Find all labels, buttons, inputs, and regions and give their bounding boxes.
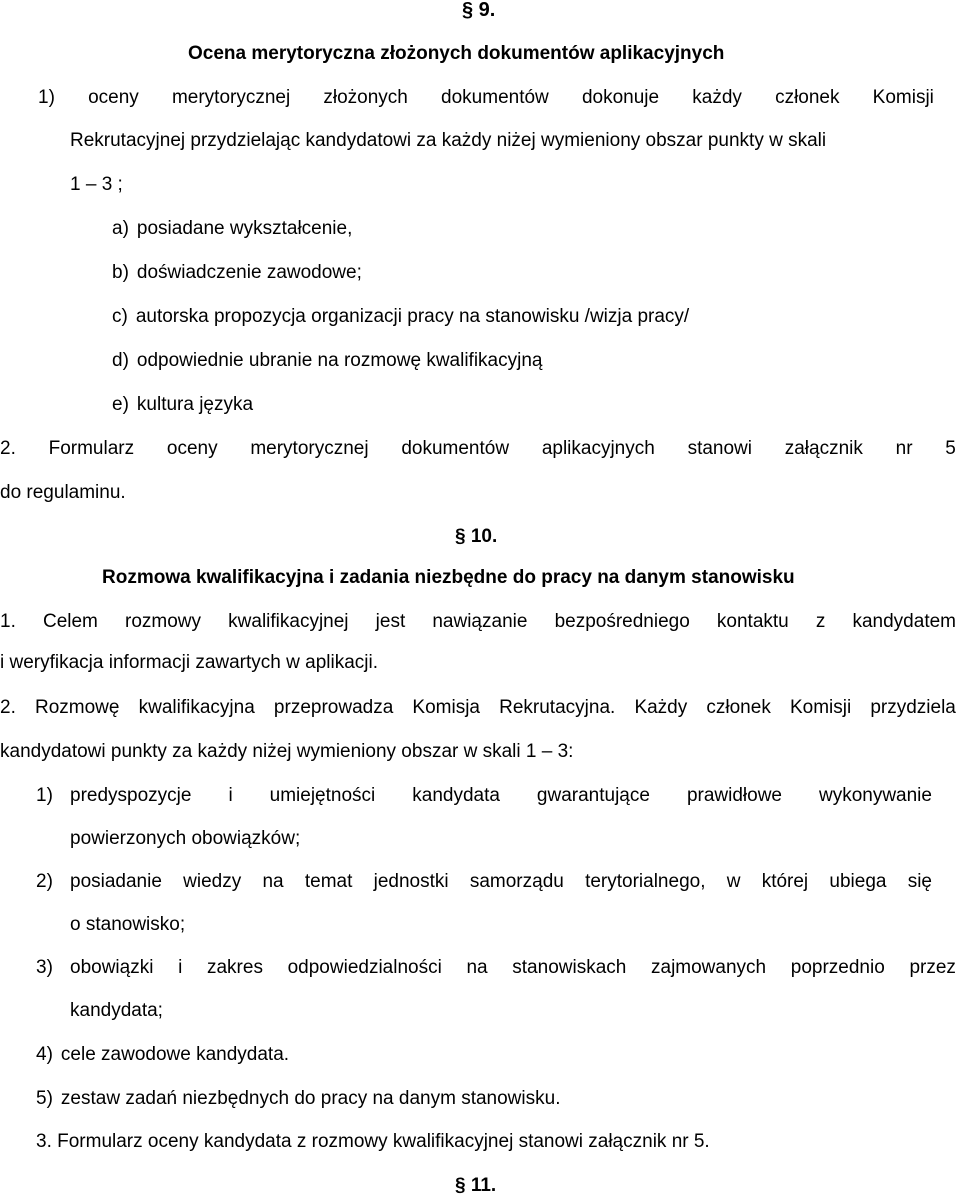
word: obowiązki xyxy=(70,957,154,978)
subitem-text: kultura języka xyxy=(136,394,254,415)
word: dokonuje xyxy=(581,87,660,108)
s10-list3-num: 3) xyxy=(36,957,53,978)
word: jest xyxy=(375,611,406,632)
word: członek xyxy=(775,87,840,108)
word: kwalifikacyjnej xyxy=(228,611,349,632)
word: się xyxy=(907,871,932,892)
s10-p2-line2: kandydatowi punkty za każdy niżej wymieniony obszar w skali 1 – 3: xyxy=(0,741,574,762)
s9-item1-line3: 1 – 3 ; xyxy=(70,174,123,195)
s9-subitem-c xyxy=(112,305,689,329)
subitem-text: autorska propozycja organizacji pracy na stanowisku /wizja pracy/ xyxy=(135,306,690,327)
s10-list2-line2: o stanowisko; xyxy=(70,914,186,935)
word: złożonych xyxy=(323,87,408,108)
list-text: cele zawodowe kandydata. xyxy=(60,1044,290,1065)
subitem-letter: d) xyxy=(112,350,129,371)
word: kwalifikacyjna xyxy=(138,697,255,718)
word: gwarantujące xyxy=(536,785,650,806)
s9-item1-num: 1) xyxy=(38,87,55,108)
word: każdy xyxy=(692,87,742,108)
s10-p3: 3. Formularz oceny kandydata z rozmowy kwalifikacyjnej stanowi załącznik nr 5. xyxy=(36,1131,710,1152)
list-num: 4) xyxy=(36,1044,53,1065)
word: Formularz xyxy=(48,438,135,459)
word: 2. xyxy=(0,438,16,459)
word: 1. xyxy=(0,611,16,632)
s10-list1-line2: powierzonych obowiązków; xyxy=(70,828,301,849)
s10-list3-line2: kandydata; xyxy=(70,1000,163,1021)
s10-list3-line1 xyxy=(70,956,956,980)
word: ubiega xyxy=(829,871,887,892)
s10-list2-num: 2) xyxy=(36,871,53,892)
word: zakres xyxy=(206,957,263,978)
word: poprzednio xyxy=(790,957,885,978)
s9-subitem-b xyxy=(112,261,362,285)
section-11-mark: § 11. xyxy=(455,1175,497,1196)
word: stanowiskach xyxy=(512,957,627,978)
word: Komisji xyxy=(789,697,852,718)
s10-list1-line1 xyxy=(70,784,932,808)
word: członek xyxy=(706,697,771,718)
word: kandydatem xyxy=(852,611,956,632)
word: dokumentów xyxy=(441,87,549,108)
word: Komisji xyxy=(872,87,934,108)
word: Rekrutacyjna. xyxy=(499,697,616,718)
word: dokumentów xyxy=(401,438,510,459)
list-num: 5) xyxy=(36,1088,53,1109)
s10-list2-line1 xyxy=(70,870,932,894)
word: wykonywanie xyxy=(818,785,932,806)
word: oceny xyxy=(88,87,139,108)
word: załącznik xyxy=(784,438,863,459)
word: kandydata xyxy=(412,785,500,806)
word: wiedzy xyxy=(183,871,242,892)
word: predyspozycje xyxy=(70,785,192,806)
word: na xyxy=(466,957,488,978)
word: jednostki xyxy=(373,871,449,892)
word: kontaktu xyxy=(716,611,789,632)
subitem-letter: b) xyxy=(112,262,129,283)
word: posiadanie xyxy=(70,871,162,892)
word: bezpośredniego xyxy=(554,611,690,632)
s10-list4 xyxy=(36,1043,289,1067)
s10-p1-line2: i weryfikacja informacji zawartych w aplikacji. xyxy=(0,652,378,673)
s9-subitem-e xyxy=(112,393,253,417)
word: aplikacyjnych xyxy=(541,438,655,459)
word: 5 xyxy=(945,438,956,459)
subitem-letter: e) xyxy=(112,394,129,415)
word: prawidłowe xyxy=(686,785,782,806)
subitem-letter: a) xyxy=(112,218,129,239)
subitem-letter: c) xyxy=(112,306,128,327)
s9-subitem-d xyxy=(112,349,542,373)
word: przez xyxy=(909,957,956,978)
word: zajmowanych xyxy=(651,957,767,978)
word: i xyxy=(228,785,233,806)
section-9-mark: § 9. xyxy=(462,0,496,21)
word: rozmowy xyxy=(125,611,202,632)
s9-item2-line1 xyxy=(0,437,956,461)
word: temat xyxy=(304,871,353,892)
word: nawiązanie xyxy=(432,611,528,632)
word: z xyxy=(815,611,826,632)
s10-list5 xyxy=(36,1087,560,1111)
word: na xyxy=(262,871,284,892)
s9-subitem-a xyxy=(112,217,352,241)
word: merytorycznej xyxy=(250,438,369,459)
section-10-mark: § 10. xyxy=(455,526,498,547)
subitem-text: doświadczenie zawodowe; xyxy=(136,262,362,283)
word: stanowi xyxy=(687,438,752,459)
word: Rozmowę xyxy=(35,697,120,718)
s10-list1-num: 1) xyxy=(36,785,53,806)
word: merytorycznej xyxy=(171,87,291,108)
word: Komisja xyxy=(412,697,480,718)
subitem-text: odpowiednie ubranie na rozmowę kwalifikacyjną xyxy=(136,350,543,371)
s9-item1-line1 xyxy=(38,86,934,110)
word: oceny xyxy=(166,438,218,459)
subitem-text: posiadane wykształcenie, xyxy=(136,218,353,239)
word: umiejętności xyxy=(269,785,376,806)
word: w xyxy=(726,871,741,892)
s10-p2-line1 xyxy=(0,696,956,720)
section-10-title: Rozmowa kwalifikacyjna i zadania niezbędne do pracy na danym stanowisku xyxy=(102,567,795,588)
s9-item2-line2: do regulaminu. xyxy=(0,482,126,503)
word: odpowiedzialności xyxy=(287,957,442,978)
word: przydziela xyxy=(870,697,956,718)
word: przeprowadza xyxy=(273,697,394,718)
word: i xyxy=(178,957,183,978)
word: samorządu xyxy=(469,871,564,892)
s10-p1-line1 xyxy=(0,610,956,634)
list-text: zestaw zadań niezbędnych do pracy na danym stanowisku. xyxy=(60,1088,561,1109)
s9-item1-line2: Rekrutacyjnej przydzielając kandydatowi za każdy niżej wymieniony obszar punkty w skali xyxy=(70,130,827,151)
word: nr xyxy=(895,438,913,459)
word: 2. xyxy=(0,697,16,718)
word: terytorialnego, xyxy=(585,871,706,892)
word: której xyxy=(761,871,809,892)
word: Celem xyxy=(42,611,98,632)
section-9-title: Ocena merytoryczna złożonych dokumentów aplikacyjnych xyxy=(188,43,725,64)
word: Każdy xyxy=(634,697,688,718)
